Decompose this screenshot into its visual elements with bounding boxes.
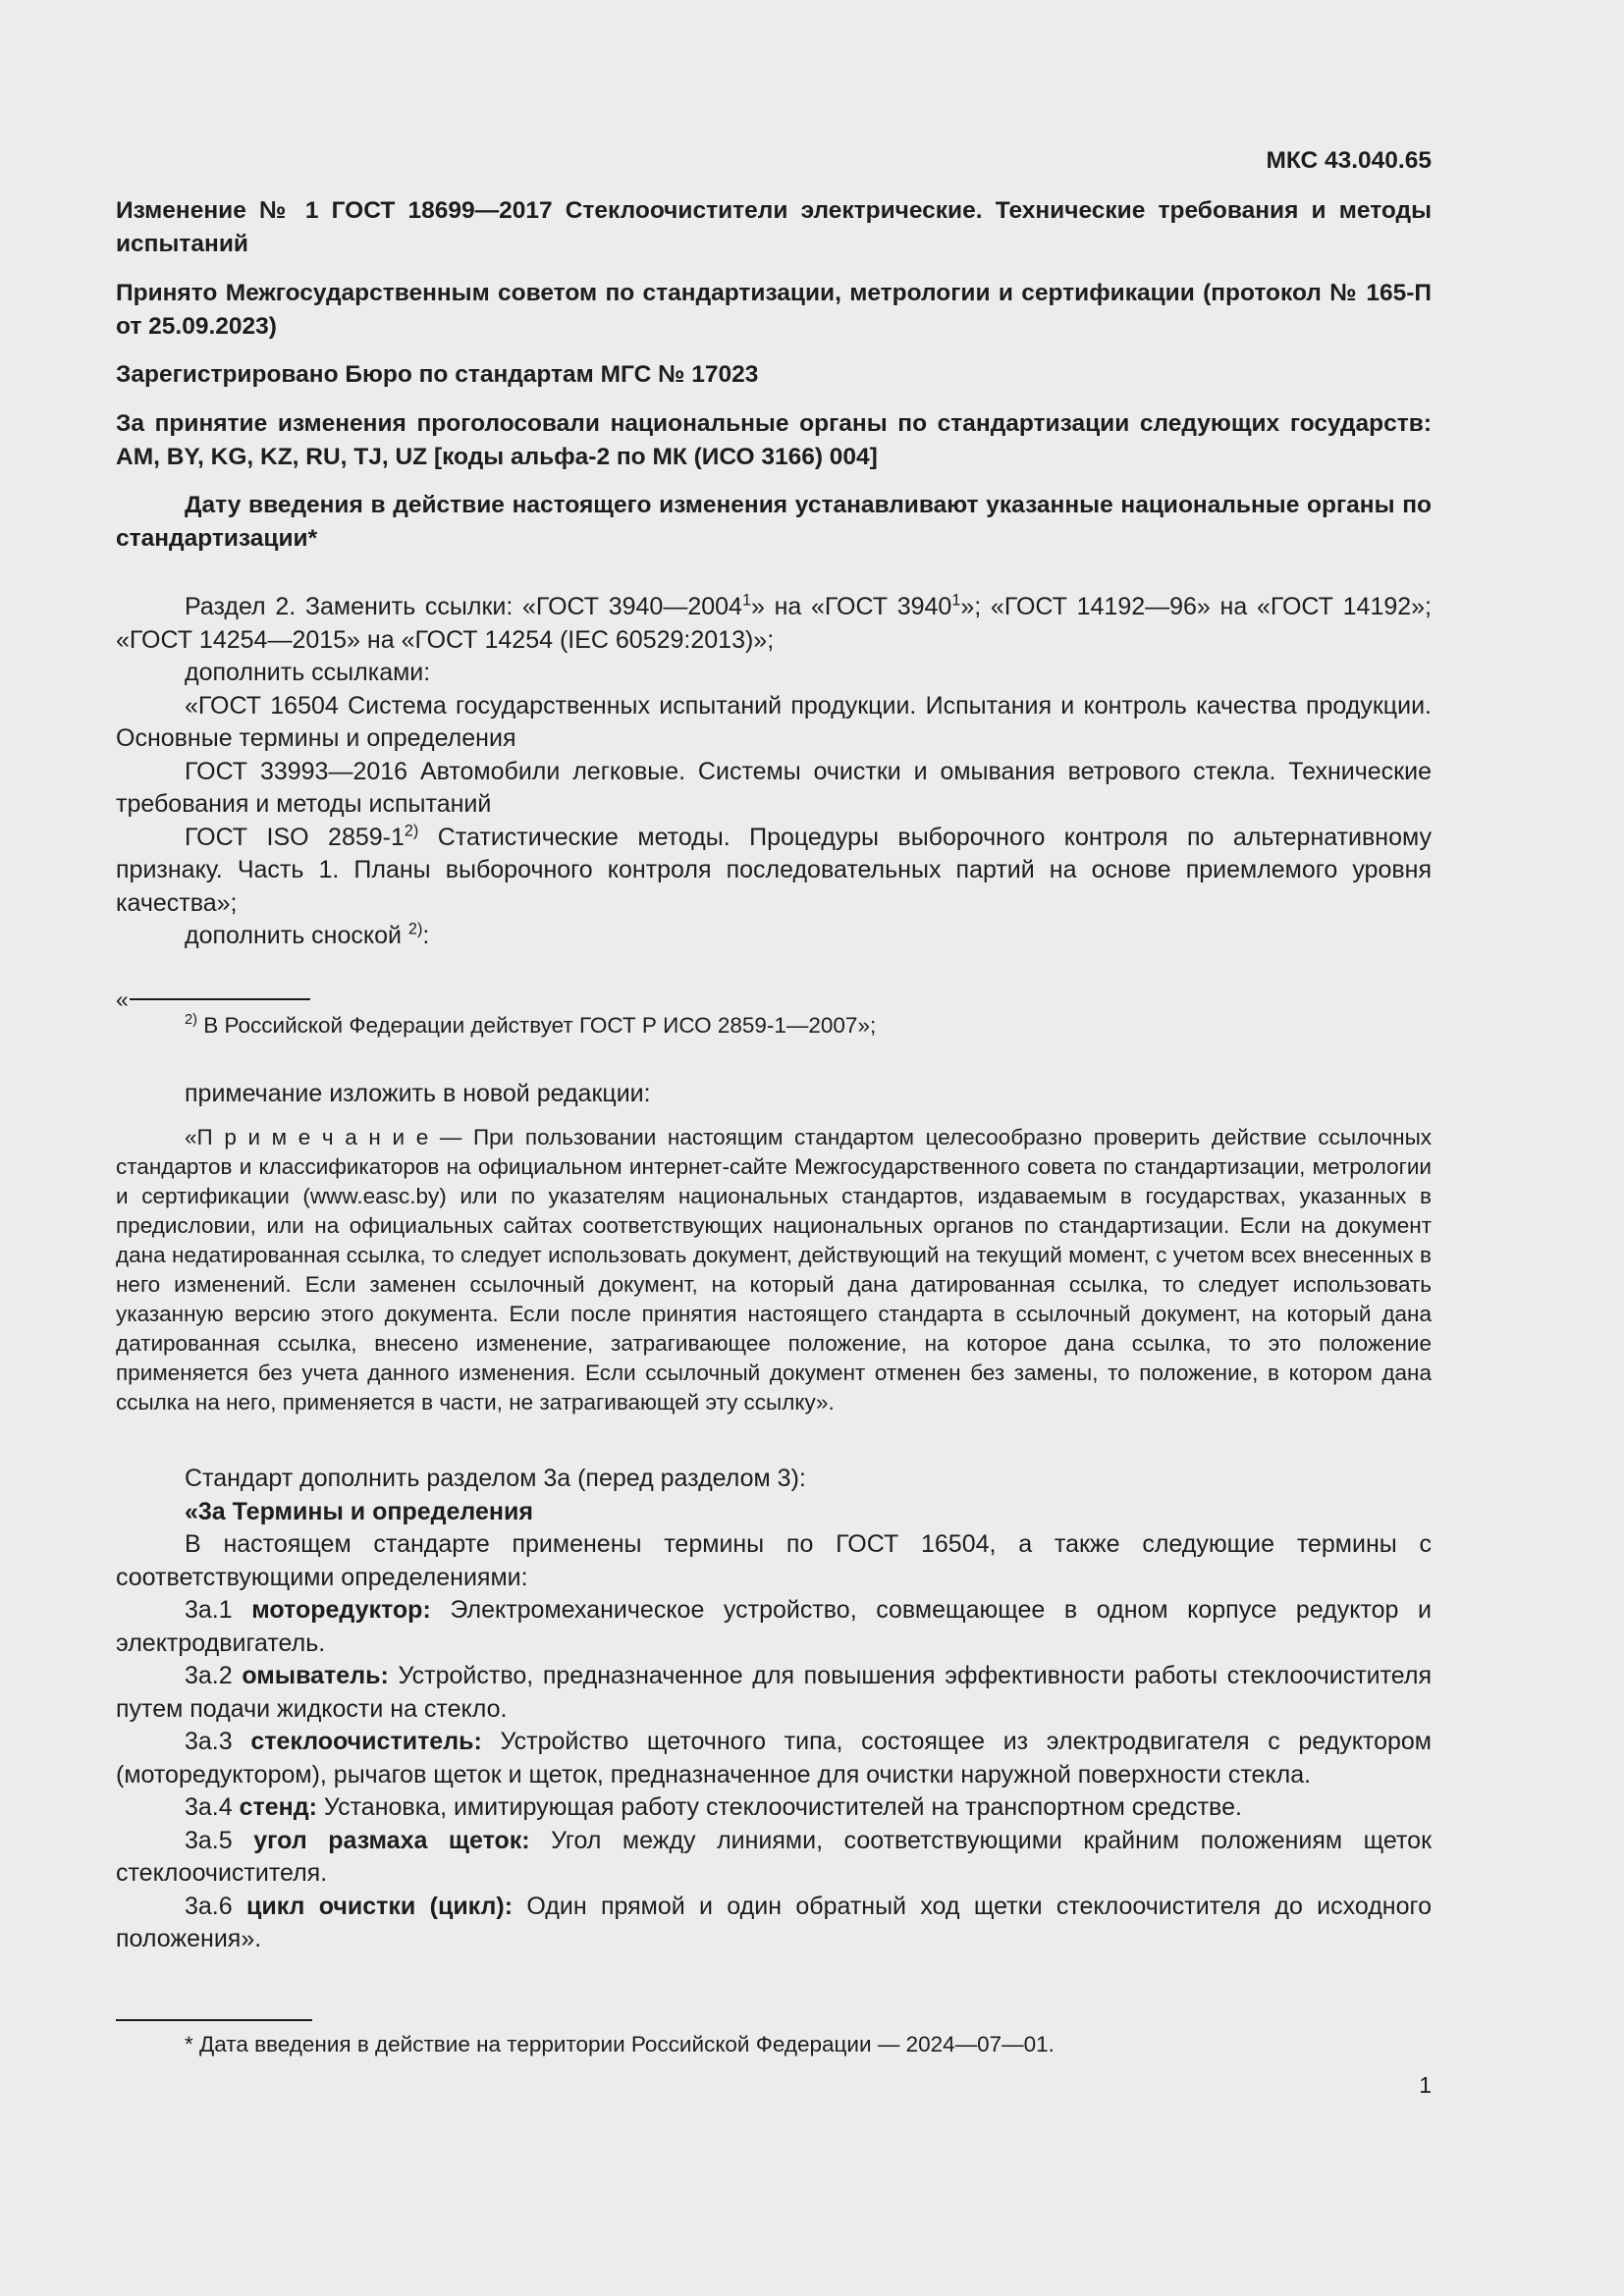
footnote-rule <box>130 998 310 1000</box>
voting-statement: За принятие изменения проголосовали национальные органы по стандартизации следующих государств: AM, BY, KG, KZ, RU, TJ, UZ [коды альфа-2 по МК (ИСО 3166) 004] <box>116 410 1432 470</box>
footnote-2: $^{2)}$ В Российской Федерации действует ГОСТ Р ИСО 2859-1—2007»; <box>185 1012 877 1038</box>
term-item: 3а.2 омыватель: Устройство, предназначенное для повышения эффективности работы стеклоочистителя путем подачи жидкости на стекло. <box>116 1662 1432 1723</box>
section-3a <box>116 1463 1432 1956</box>
amendment-title: Изменение № 1 ГОСТ 18699—2017 Стеклоочистители электрические. Технические требования и методы испытаний <box>116 197 1432 257</box>
ref-gost-16504: «ГОСТ 16504 Система государственных испытаний продукции. Испытания и контроль качества продукции. Основные термины и определения <box>116 691 1432 752</box>
note-intro: примечание изложить в новой редакции: <box>185 1080 651 1107</box>
bottom-footnote-rule <box>116 2019 312 2021</box>
adopted-statement: Принято Межгосударственным советом по стандартизации, метрологии и сертификации (протокол № 165-П от 25.09.2023) <box>116 280 1432 340</box>
document-page <box>116 0 1432 2296</box>
quote-mark: « <box>116 987 129 1012</box>
term-item: 3а.5 угол размаха щеток: Угол между линиями, соответствующими крайним положениям щеток стеклоочистителя. <box>116 1826 1433 1887</box>
section-3a-lead: В настоящем стандарте применены термины по ГОСТ 16504, а также следующие термины с соответствующими определениями: <box>116 1530 1432 1591</box>
mks-code: МКС 43.040.65 <box>1266 147 1432 174</box>
term-item: 3а.6 цикл очистки (цикл): Один прямой и один обратный ход щетки стеклоочистителя до исходного положения». <box>116 1892 1432 1952</box>
section-2-changes <box>116 591 1432 953</box>
term-item: 3а.1 моторедуктор: Электромеханическое устройство, совмещающее в одном корпусе редуктор и электродвигатель. <box>116 1596 1432 1657</box>
add-footnote-line: дополнить сноской $^{2)}$: <box>185 920 430 949</box>
section-3a-heading: «3а Термины и определения <box>185 1497 533 1525</box>
registration-statement: Зарегистрировано Бюро по стандартам МГС № 17023 <box>116 361 759 388</box>
section-3a-intro: Стандарт дополнить разделом 3а (перед разделом 3): <box>185 1465 806 1492</box>
term-item: 3а.4 стенд: Установка, имитирующая работу стеклоочистителей на транспортном средстве. <box>185 1793 1242 1821</box>
page-number: 1 <box>1419 2072 1432 2098</box>
add-refs-line: дополнить ссылками: <box>185 659 431 686</box>
footnote-star: * Дата введения в действие на территории Российской Федерации — 2024—07—01. <box>185 2032 1055 2056</box>
ref-gost-iso-2859: ГОСТ ISO 2859-1$^{2)}$ Статистические методы. Процедуры выборочного контроля по альтернативному признаку. Часть 1. Планы выборочного контроля последовательных партий на основе приемлемого уровня качества»; <box>116 821 1432 917</box>
ref-gost-33993: ГОСТ 33993—2016 Автомобили легковые. Системы очистки и омывания ветрового стекла. Технические требования и методы испытаний <box>116 757 1432 818</box>
effective-date-statement: Дату введения в действие настоящего изменения устанавливают указанные национальные органы по стандартизации* <box>116 492 1432 552</box>
replace-refs-paragraph: Раздел 2. Заменить ссылки: «ГОСТ 3940—2004$^1$» на «ГОСТ 3940$^1$»; «ГОСТ 14192—96» на «ГОСТ 14192»; «ГОСТ 14254—2015» на «ГОСТ 14254 (IEC 60529:2013)»; <box>116 591 1432 654</box>
note-block: «П р и м е ч а н и е — При пользовании настоящим стандартом целесообразно проверить действие ссылочных стандартов и классификаторов на официальном интернет-сайте Межгосударственного совета по стандартизации, метрологии и сертификации (www.easc.by) или по указателям национальных стандартов, издаваемым в государствах, указанных в предисловии, или на официальных сайтах соответствующих национальных органов по стандартизации. Если на документ дана недатированная ссылка, то следует использовать документ, действующий на текущий момент, с учетом всех внесенных в него изменений. Если заменен ссылочный документ, на который дана датированная ссылка, то следует использовать указанную версию этого документа. Если после принятия настоящего стандарта в ссылочный документ, на который дана датированная ссылка, внесено изменение, затрагивающее положение, на которое дана ссылка, то это положение применяется без учета данного изменения. Если ссылочный документ отменен без замены, то положение, в котором дана ссылка на него, применяется в части, не затрагивающей эту ссылку». <box>116 1125 1432 1415</box>
term-item: 3а.3 стеклоочиститель: Устройство щеточного типа, состоящее из электродвигателя с редуктором (моторедуктором), рычагов щеток и щеток, предназначенное для очистки наружной поверхности стекла. <box>116 1728 1432 1789</box>
